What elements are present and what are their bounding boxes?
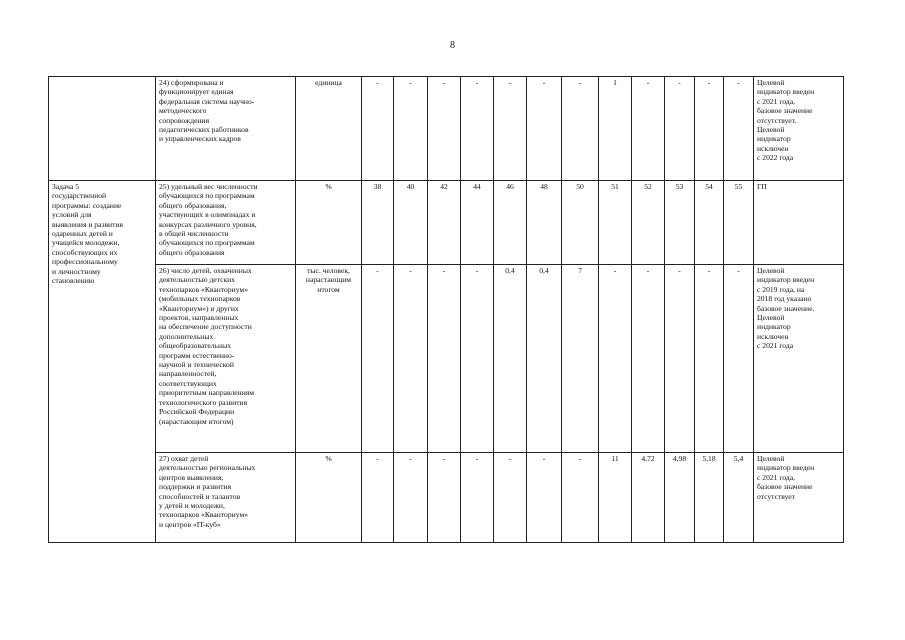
value-cell: 42 — [428, 181, 461, 265]
value-cell: - — [428, 265, 461, 453]
indicator-cell: 24) сформирована и функционирует единая федеральная система научно- методического сопровождения педагогических работников и управленческих кадров — [156, 77, 296, 181]
page-number: 8 — [450, 40, 455, 51]
value-cell: 52 — [632, 181, 665, 265]
value-cell: - — [695, 265, 724, 453]
indicator-cell: 26) число детей, охваченных деятельностью детских технопарков «Кванториум» (мобильных технопарков «Кванториум») и других проектов, направленных на обеспечение доступности дополнительных общеобразовательных программ естественно- научной и технической направленностей, соответствующих приоритетным направлениям технологического развития Российской Федерации (нарастающим итогом) — [156, 265, 296, 453]
value-cell: - — [494, 453, 527, 543]
value-cell: 38 — [362, 181, 394, 265]
value-cell: 0,4 — [494, 265, 527, 453]
value-cell: 48 — [527, 181, 562, 265]
value-cell: - — [394, 453, 428, 543]
value-cell: - — [632, 77, 665, 181]
table-row — [49, 181, 844, 265]
note-cell: Целевой индикатор введен с 2021 года, базовое значение отсутствует — [754, 453, 844, 543]
value-cell: 1 — [599, 77, 632, 181]
value-cell: - — [394, 265, 428, 453]
value-cell: 5,4 — [724, 453, 754, 543]
table-row — [49, 265, 844, 453]
value-cell: - — [428, 77, 461, 181]
value-cell: - — [362, 77, 394, 181]
value-cell: 46 — [494, 181, 527, 265]
value-cell: 7 — [562, 265, 599, 453]
value-cell: - — [695, 77, 724, 181]
value-cell: - — [665, 77, 695, 181]
value-cell: 50 — [562, 181, 599, 265]
unit-cell: единица — [296, 77, 362, 181]
value-cell: - — [362, 265, 394, 453]
value-cell: 40 — [394, 181, 428, 265]
value-cell: 0,4 — [527, 265, 562, 453]
value-cell: 54 — [695, 181, 724, 265]
value-cell: - — [362, 453, 394, 543]
value-cell: - — [599, 265, 632, 453]
value-cell: - — [724, 77, 754, 181]
value-cell: - — [428, 453, 461, 543]
table-row — [49, 77, 844, 181]
value-cell: - — [527, 453, 562, 543]
value-cell: 44 — [461, 181, 494, 265]
unit-cell: % — [296, 181, 362, 265]
indicators-table — [48, 76, 844, 543]
value-cell: - — [562, 453, 599, 543]
value-cell: 5,18 — [695, 453, 724, 543]
value-cell: - — [724, 265, 754, 453]
value-cell: 4,98 — [665, 453, 695, 543]
value-cell: 4,72 — [632, 453, 665, 543]
table-row — [49, 453, 844, 543]
empty-task-cell — [49, 77, 156, 181]
unit-cell: % — [296, 453, 362, 543]
note-cell: Целевой индикатор введен с 2019 года, на 2018 год указано базовое значение. Целевой индикатор исключен с 2021 года — [754, 265, 844, 453]
value-cell: - — [562, 77, 599, 181]
indicator-cell: 25) удельный вес численности обучающихся по программам общего образования, участвующих в олимпиадах и конкурсах различного уровня, в общей численности обучающихся по программам общего образования — [156, 181, 296, 265]
value-cell: - — [527, 77, 562, 181]
value-cell: - — [461, 453, 494, 543]
value-cell: - — [461, 77, 494, 181]
value-cell: - — [461, 265, 494, 453]
value-cell: 55 — [724, 181, 754, 265]
value-cell: 51 — [599, 181, 632, 265]
indicator-cell: 27) охват детей деятельностью региональных центров выявления, поддержки и развития способностей и талантов у детей и молодежи, технопарков «Кванториум» и центров «IT-куб» — [156, 453, 296, 543]
unit-cell: тыс. человек, нарастающим итогом — [296, 265, 362, 453]
value-cell: - — [632, 265, 665, 453]
value-cell: 53 — [665, 181, 695, 265]
value-cell: 11 — [599, 453, 632, 543]
value-cell: - — [394, 77, 428, 181]
note-cell: ГП — [754, 181, 844, 265]
note-cell: Целевой индикатор введен с 2021 года, базовое значение отсутствует. Целевой индикатор исключен с 2022 года — [754, 77, 844, 181]
value-cell: - — [665, 265, 695, 453]
value-cell: - — [494, 77, 527, 181]
task-cell: Задача 5 государственной программы: создание условий для выявления и развития одаренных детей и учащейся молодежи, способствующих их профессиональному и личностному становлению — [49, 181, 156, 543]
